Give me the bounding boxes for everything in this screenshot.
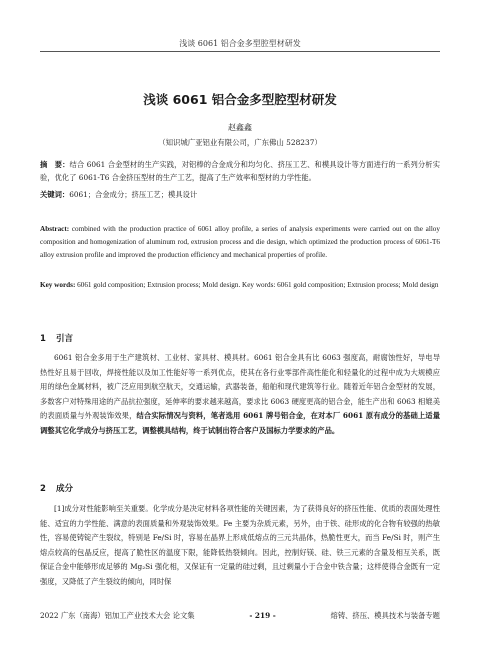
header-rule bbox=[40, 51, 440, 52]
composition-paragraph: [1]成分对性能影响至关重要。化学成分是决定材料各项性能的关键因素，为了获得良好的挤压性能、优质的表面处理性能、适宜的力学性能、满意的表面质量和外观装饰效果。Fe 主要为杂质元素，另外，由于铁、硅形成的化合物有较强的热敏性，容易使铸锭产生裂纹，特别是 Fe/Si 时，容易在晶界上形成低熔点的三元共晶体，热脆性更大，而当 Fe/Si 时，则产生熔点较高的包晶反应，提高了脆性区的温度下限，能降低热裂倾向。因此，控制好镁、硅、铁三元素的含量及相互关系，既保证合金中能够形成足够的 Mg₂Si 强化相，又保证有一定量的硅过剩，且过剩量小于合金中铁含量；这样使得合金既有一定强度，又降低了产生裂纹的倾向，同时保 bbox=[40, 504, 440, 586]
article-title: 浅谈 6061 铝合金多型腔型材研发 bbox=[143, 92, 337, 107]
keywords-en-text: 6061 gold composition; Extrusion process; Mold design. Key words: 6061 gold composition; Extrusion process; Mold design bbox=[75, 281, 439, 289]
section-title: 引言 bbox=[56, 334, 74, 344]
section-heading-composition bbox=[40, 482, 73, 494]
section-number: 1 bbox=[40, 334, 46, 344]
author-affiliation: （知识城广亚铝业有限公司，广东佛山 528237） bbox=[158, 138, 322, 147]
intro-text: 6061 铝合金多用于生产建筑材、工业材、家具材、模具材。6061 铝合金具有比 6063 强度高，耐腐蚀性好，导电导热性好且易于回收，焊接性能以及加工性能好等一系列优点，使其在各行业零部件高性能化和轻量化的过程中成为大规模应用的绿色金属材料，被广泛应用到航空航天，交通运输，武器装备，船舶和现代建筑等行业。随着近年铝合金型材的发展，多数客户对特殊用途的产品抗拉强度，延伸率的要求越来越高，要求比 6063 硬度更高的铝合金，能生产出和 6063 相媲美的表面质量与外观装饰效果， bbox=[40, 353, 440, 421]
intro-bold-text: 结合实际情况与资料，笔者选用 6061 牌号铝合金，在对本厂 6061 原有成分的基础上适量调整其它化学成分与挤压工艺，调整模具结构，终于试制出符合客户及国标力学要求的产品。 bbox=[40, 411, 441, 435]
section-number: 2 bbox=[40, 484, 46, 494]
abstract-cn-label: 摘 要： bbox=[40, 160, 70, 169]
abstract-chinese bbox=[40, 159, 440, 184]
section-title: 成分 bbox=[56, 484, 74, 494]
keywords-chinese bbox=[40, 189, 440, 201]
abstract-en-text: combined with the production practice of 6061 alloy profile, a series of analysis experiments were carried out on the alloy composition and homogenization of aluminum rod, extrusion process and die design, which optimized the production process of 6061-T6 alloy extrusion profile and improved the production efficiency and mechanical properties of profile. bbox=[40, 225, 440, 259]
keywords-cn-label: 关键词： bbox=[40, 190, 70, 199]
section-heading-introduction bbox=[40, 332, 73, 344]
keywords-english bbox=[40, 279, 440, 292]
footer-topic: 熔铸、挤压、模具技术与装备专题 bbox=[330, 611, 440, 620]
keywords-en-label: Key words: bbox=[40, 281, 76, 289]
introduction-paragraph bbox=[40, 351, 440, 439]
abstract-en-label: Abstract: bbox=[40, 225, 70, 233]
abstract-cn-text: 结合 6061 合金型材的生产实践，对铝棒的合金成分和均匀化、挤压工艺、和模具设计等方面进行的一系列分析实验，优化了 6061-T6 合金挤压型材的生产工艺，提高了生产效率和型材的力学性能。 bbox=[40, 160, 440, 182]
footer-proceedings: 2022 广东（南海）铝加工产业技术大会 论文集 bbox=[40, 611, 195, 620]
keywords-cn-text: 6061；合金成分；挤压工艺；模具设计 bbox=[69, 190, 198, 199]
page-footer bbox=[40, 611, 440, 621]
page-number: - 219 - bbox=[249, 611, 276, 620]
abstract-english bbox=[40, 223, 440, 261]
running-header: 浅谈 6061 铝合金多型腔型材研发 bbox=[179, 39, 301, 48]
author-name: 赵鑫鑫 bbox=[228, 123, 252, 132]
